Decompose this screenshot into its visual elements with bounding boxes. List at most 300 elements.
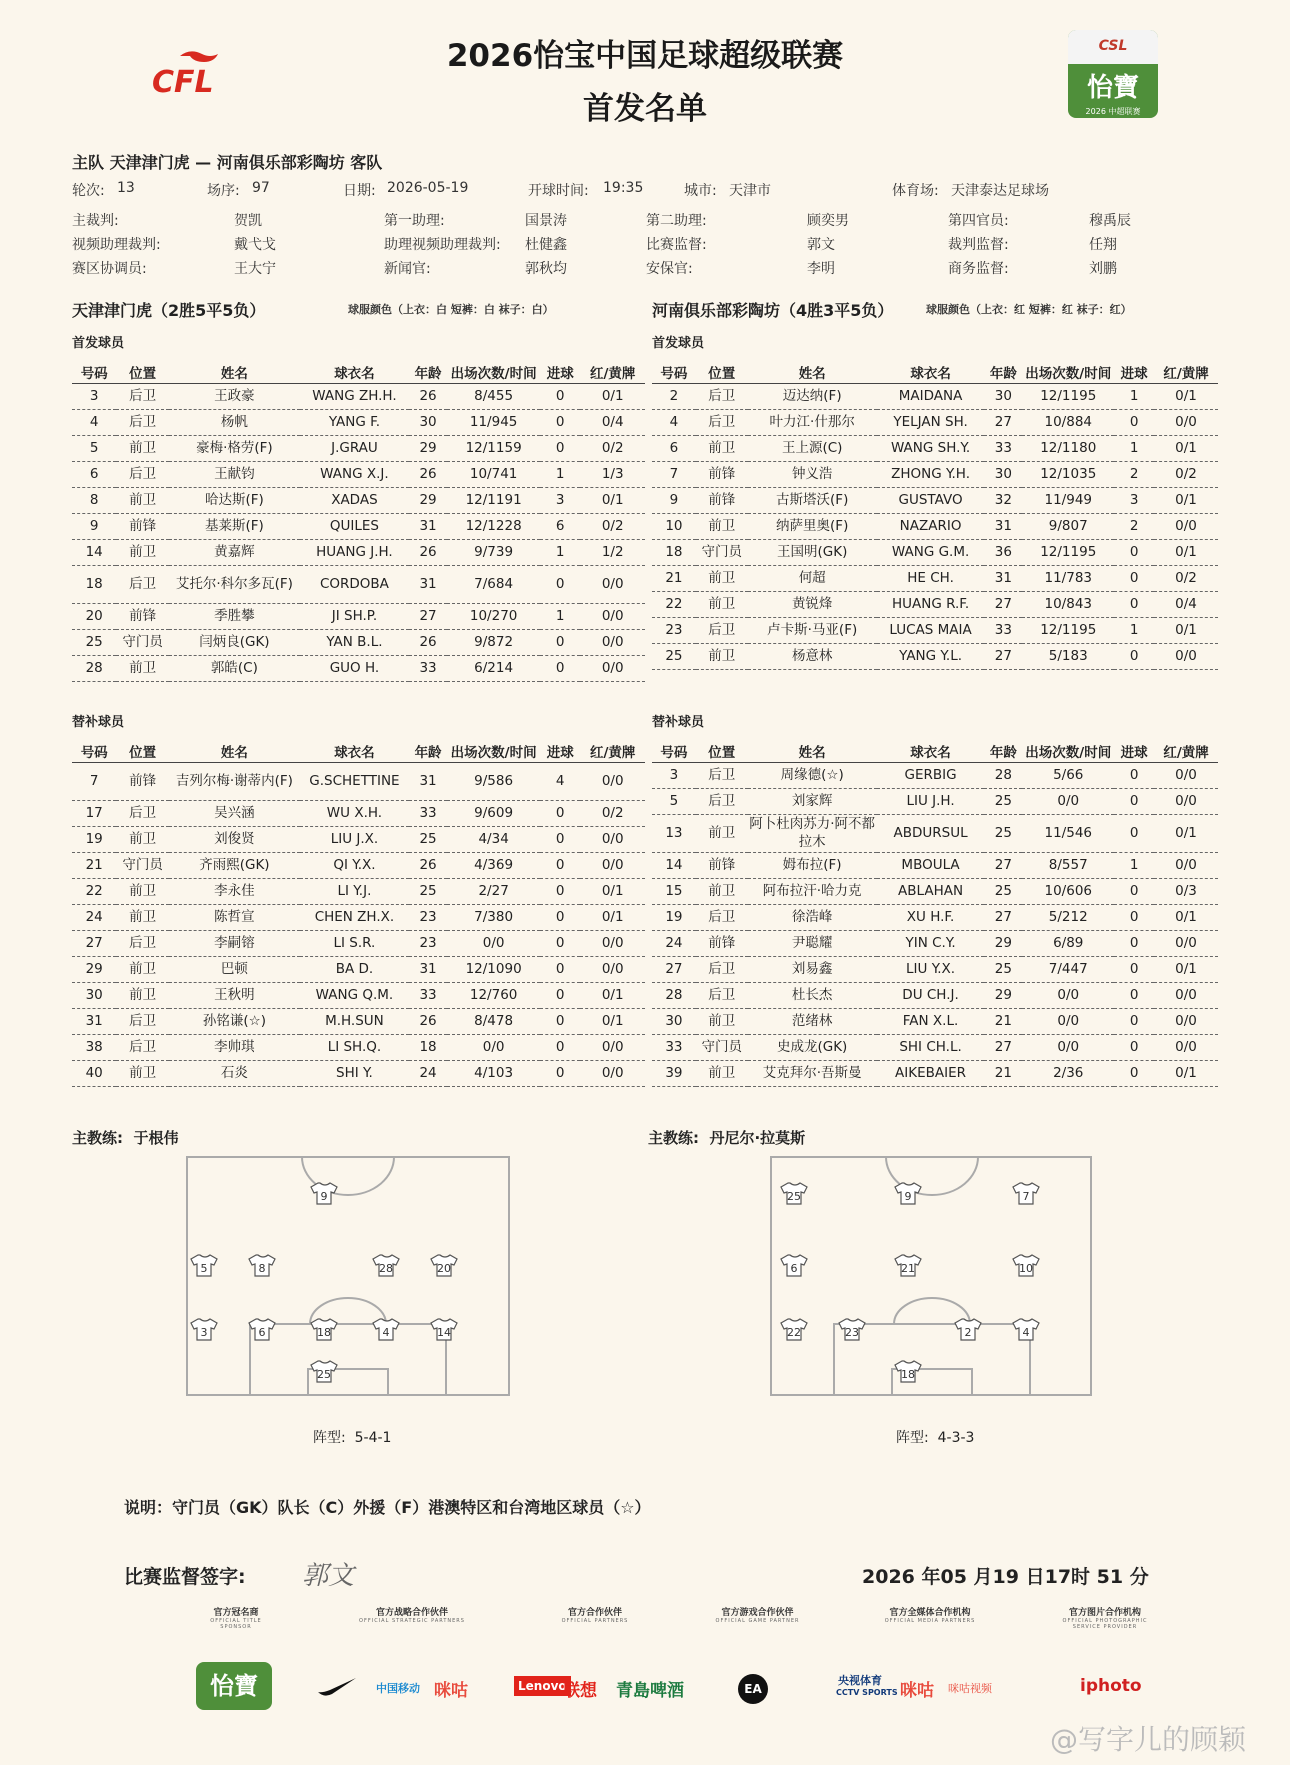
table-cell: 5/66 — [1022, 762, 1114, 788]
table-cell: 21 — [984, 1008, 1022, 1034]
table-cell: 9/739 — [447, 539, 540, 565]
china-mobile-logo: 中国移动 — [376, 1682, 420, 1695]
table-cell: G.SCHETTINE — [300, 762, 409, 800]
table-cell: 杨意林 — [748, 643, 877, 669]
table-cell: 0/0 — [580, 956, 645, 982]
column-header: 年龄 — [984, 361, 1022, 383]
shirt-number: 22 — [787, 1326, 801, 1339]
table-cell: 11/783 — [1022, 565, 1114, 591]
table-row — [72, 655, 645, 681]
table-cell: 王献钧 — [169, 461, 300, 487]
table-cell: 25 — [984, 814, 1022, 852]
table-cell: 0/1 — [580, 1008, 645, 1034]
table-cell: 陈哲宣 — [169, 904, 300, 930]
table-cell: 后卫 — [116, 461, 168, 487]
table-cell: 12/1090 — [447, 956, 540, 982]
away-coach: 主教练: 丹尼尔·拉莫斯 — [648, 1129, 806, 1147]
table-cell: 25 — [984, 956, 1022, 982]
table-cell: 27 — [984, 1034, 1022, 1060]
league-title: 2026怡宝中国足球超级联赛 — [446, 38, 844, 74]
table-cell: 26 — [409, 461, 447, 487]
table-cell: 姆布拉(F) — [748, 852, 877, 878]
table-cell: 后卫 — [696, 788, 748, 814]
table-cell: HUANG R.F. — [877, 591, 985, 617]
column-header: 红/黄牌 — [1154, 740, 1218, 762]
table-cell: 0/0 — [447, 930, 540, 956]
table-cell: 10/843 — [1022, 591, 1114, 617]
table-cell: 9/609 — [447, 800, 540, 826]
ea-logo: EA — [738, 1674, 768, 1704]
table-cell: 3 — [72, 383, 116, 409]
table-cell: 0/0 — [1154, 982, 1218, 1008]
table-cell: 前锋 — [696, 487, 748, 513]
table-cell: YAN B.L. — [300, 629, 409, 655]
table-cell: YANG F. — [300, 409, 409, 435]
shirt-number: 28 — [379, 1262, 393, 1275]
column-header: 姓名 — [748, 361, 877, 383]
table-cell: 0/0 — [1154, 930, 1218, 956]
table-cell: 12/1191 — [447, 487, 540, 513]
table-cell: 26 — [409, 1008, 447, 1034]
table-cell: 0 — [1114, 1034, 1154, 1060]
table-cell: 0/0 — [1154, 762, 1218, 788]
table-cell: 0/0 — [1154, 1034, 1218, 1060]
migu-video-tag: 咪咕视频 — [948, 1682, 992, 1695]
table-cell: 36 — [984, 539, 1022, 565]
table-cell: 38 — [72, 1034, 116, 1060]
column-header: 姓名 — [748, 740, 877, 762]
table-cell: 11/949 — [1022, 487, 1114, 513]
table-cell: 5 — [652, 788, 696, 814]
table-cell: 2/27 — [447, 878, 540, 904]
table-cell: 李永佳 — [169, 878, 300, 904]
table-cell: 12/1195 — [1022, 539, 1114, 565]
table-header-row — [72, 361, 645, 383]
table-row — [72, 904, 645, 930]
table-cell: 后卫 — [696, 383, 748, 409]
table-cell: LI S.R. — [300, 930, 409, 956]
table-cell: 艾克拜尔·吾斯曼 — [748, 1060, 877, 1086]
column-header: 进球 — [540, 361, 580, 383]
table-cell: 19 — [652, 904, 696, 930]
table-cell: 季胜攀 — [169, 603, 300, 629]
nike-icon — [316, 1676, 358, 1698]
table-cell: LUCAS MAIA — [877, 617, 985, 643]
table-cell: 27 — [984, 904, 1022, 930]
shirt-number: 5 — [200, 1262, 208, 1275]
table-cell: 前卫 — [116, 982, 168, 1008]
cctv-sports-logo-cn: 央视体育 — [838, 1674, 882, 1687]
table-cell: GUSTAVO — [877, 487, 985, 513]
table-cell: 0 — [540, 982, 580, 1008]
table-row — [72, 383, 645, 409]
table-cell: 30 — [984, 461, 1022, 487]
table-cell: 12/1228 — [447, 513, 540, 539]
table-cell: 石炎 — [169, 1060, 300, 1086]
table-cell: 叶力江·什那尔 — [748, 409, 877, 435]
table-cell: 30 — [72, 982, 116, 1008]
table-row — [72, 762, 645, 800]
table-cell: 5/183 — [1022, 643, 1114, 669]
table-cell: 0/2 — [580, 513, 645, 539]
table-cell: 13 — [652, 814, 696, 852]
table-cell: 0 — [540, 409, 580, 435]
away-starters-table — [652, 361, 1218, 670]
table-cell: WANG X.J. — [300, 461, 409, 487]
shirt-icon — [431, 1319, 457, 1340]
table-cell: JI SH.P. — [300, 603, 409, 629]
table-cell: ZHONG Y.H. — [877, 461, 985, 487]
shirt-icon — [249, 1319, 275, 1340]
table-cell: 0 — [1114, 956, 1154, 982]
table-row — [652, 878, 1218, 904]
away-formation-pitch — [770, 1156, 1092, 1396]
table-cell: 前卫 — [116, 956, 168, 982]
signature: 郭文 — [302, 1561, 355, 1591]
table-cell: 0 — [1114, 904, 1154, 930]
table-header-row — [72, 740, 645, 762]
table-cell: 3 — [1114, 487, 1154, 513]
table-row — [652, 904, 1218, 930]
table-cell: 11/945 — [447, 409, 540, 435]
table-row — [72, 565, 645, 603]
table-row — [72, 1034, 645, 1060]
table-cell: 26 — [409, 539, 447, 565]
table-cell: 0 — [540, 383, 580, 409]
table-cell: XU H.F. — [877, 904, 985, 930]
table-header-row — [652, 740, 1218, 762]
table-cell: 12/1195 — [1022, 617, 1114, 643]
table-cell: YANG Y.L. — [877, 643, 985, 669]
table-cell: 7 — [652, 461, 696, 487]
table-cell: LIU J.H. — [877, 788, 985, 814]
table-cell: WANG G.M. — [877, 539, 985, 565]
table-cell: 5/212 — [1022, 904, 1114, 930]
table-cell: 0/2 — [580, 435, 645, 461]
table-cell: 31 — [984, 565, 1022, 591]
table-cell: 10/884 — [1022, 409, 1114, 435]
table-cell: 1 — [540, 603, 580, 629]
table-cell: 0/1 — [580, 982, 645, 1008]
table-row — [652, 409, 1218, 435]
table-cell: 古斯塔沃(F) — [748, 487, 877, 513]
table-cell: AIKEBAIER — [877, 1060, 985, 1086]
table-cell: 15 — [652, 878, 696, 904]
shirt-number: 6 — [790, 1262, 798, 1275]
shirt-number: 4 — [1022, 1326, 1030, 1339]
table-cell: 0 — [540, 1008, 580, 1034]
table-cell: 0 — [540, 435, 580, 461]
column-header: 红/黄牌 — [580, 361, 645, 383]
table-cell: 25 — [409, 826, 447, 852]
shirt-number: 9 — [904, 1190, 912, 1203]
table-cell: 9/872 — [447, 629, 540, 655]
table-cell: 范绪林 — [748, 1008, 877, 1034]
table-cell: YIN C.Y. — [877, 930, 985, 956]
table-cell: 31 — [409, 513, 447, 539]
table-cell: 23 — [652, 617, 696, 643]
table-cell: 2 — [1114, 513, 1154, 539]
table-cell: 0 — [540, 565, 580, 603]
table-cell: 前卫 — [696, 565, 748, 591]
table-row — [72, 461, 645, 487]
column-header: 位置 — [696, 361, 748, 383]
column-header: 年龄 — [409, 740, 447, 762]
table-cell: 32 — [984, 487, 1022, 513]
shirt-icon — [781, 1255, 807, 1276]
table-cell: 李帅琪 — [169, 1034, 300, 1060]
column-header: 红/黄牌 — [1154, 361, 1218, 383]
table-cell: CHEN ZH.X. — [300, 904, 409, 930]
table-cell: 王秋明 — [169, 982, 300, 1008]
table-cell: 0 — [540, 655, 580, 681]
table-cell: 0/2 — [580, 800, 645, 826]
table-cell: 0/3 — [1154, 878, 1218, 904]
table-row — [652, 852, 1218, 878]
home-subs-table — [72, 740, 645, 1087]
table-cell: SHI CH.L. — [877, 1034, 985, 1060]
column-header: 球衣名 — [877, 740, 985, 762]
table-cell: 28 — [72, 655, 116, 681]
column-header: 进球 — [1114, 740, 1154, 762]
table-cell: 刘家辉 — [748, 788, 877, 814]
table-cell: 31 — [409, 956, 447, 982]
table-cell: 9 — [72, 513, 116, 539]
table-cell: 周缘德(☆) — [748, 762, 877, 788]
column-header: 进球 — [1114, 361, 1154, 383]
table-cell: 0 — [540, 878, 580, 904]
table-cell: 前卫 — [116, 1060, 168, 1086]
table-cell: 1 — [1114, 617, 1154, 643]
away-formation: 阵型: 4-3-3 — [896, 1430, 975, 1446]
table-cell: WANG Q.M. — [300, 982, 409, 1008]
table-cell: LI Y.J. — [300, 878, 409, 904]
shirt-number: 14 — [437, 1326, 451, 1339]
table-cell: 刘易鑫 — [748, 956, 877, 982]
table-cell: 徐浩峰 — [748, 904, 877, 930]
table-cell: 27 — [72, 930, 116, 956]
table-cell: 1 — [1114, 383, 1154, 409]
table-cell: 0 — [1114, 539, 1154, 565]
shirt-icon — [1013, 1255, 1039, 1276]
table-cell: 12/1180 — [1022, 435, 1114, 461]
table-cell: 0 — [540, 956, 580, 982]
table-row — [652, 487, 1218, 513]
table-cell: 26 — [409, 852, 447, 878]
table-cell: 7 — [72, 762, 116, 800]
table-cell: 前卫 — [116, 826, 168, 852]
table-cell: 0 — [540, 826, 580, 852]
shirt-icon — [373, 1255, 399, 1276]
table-cell: 2/36 — [1022, 1060, 1114, 1086]
table-cell: 0/0 — [1022, 1034, 1114, 1060]
table-cell: 11/546 — [1022, 814, 1114, 852]
table-cell: 22 — [652, 591, 696, 617]
table-cell: 0/0 — [580, 930, 645, 956]
table-cell: 前卫 — [696, 1060, 748, 1086]
table-cell: 黄嘉辉 — [169, 539, 300, 565]
shirt-icon — [895, 1255, 921, 1276]
shirt-icon — [431, 1255, 457, 1276]
column-header: 球衣名 — [300, 740, 409, 762]
table-cell: 0 — [1114, 643, 1154, 669]
table-cell: 0/0 — [580, 565, 645, 603]
shirt-icon — [249, 1255, 275, 1276]
table-cell: 0 — [540, 800, 580, 826]
shirt-icon — [895, 1361, 921, 1382]
table-cell: 前卫 — [116, 655, 168, 681]
column-header: 出场次数/时间 — [447, 740, 540, 762]
table-row — [72, 435, 645, 461]
table-row — [652, 461, 1218, 487]
table-cell: 0 — [1114, 591, 1154, 617]
table-cell: 尹聪耀 — [748, 930, 877, 956]
column-header: 姓名 — [169, 740, 300, 762]
table-cell: 30 — [984, 383, 1022, 409]
table-cell: 10/741 — [447, 461, 540, 487]
table-cell: 后卫 — [116, 1008, 168, 1034]
table-cell: 27 — [652, 956, 696, 982]
table-cell: 4 — [652, 409, 696, 435]
table-cell: 27 — [984, 643, 1022, 669]
table-cell: 王国明(GK) — [748, 539, 877, 565]
table-cell: 前锋 — [696, 852, 748, 878]
shirt-icon — [373, 1319, 399, 1340]
table-cell: 7/380 — [447, 904, 540, 930]
home-subs-label: 替补球员 — [72, 715, 125, 730]
home-starters-table — [72, 361, 645, 682]
table-row — [72, 1060, 645, 1086]
away-kit: 球服颜色（上衣：红 短裤：红 袜子：红） — [926, 303, 1132, 316]
table-cell: 0/0 — [1022, 982, 1114, 1008]
table-row — [652, 643, 1218, 669]
table-cell: 0 — [540, 1060, 580, 1086]
away-subs-table — [652, 740, 1218, 1087]
table-cell: 郭皓(C) — [169, 655, 300, 681]
table-row — [652, 435, 1218, 461]
table-cell: LIU J.X. — [300, 826, 409, 852]
table-cell: 31 — [72, 1008, 116, 1034]
table-cell: 0 — [1114, 762, 1154, 788]
table-cell: 0 — [1114, 982, 1154, 1008]
table-cell: 31 — [409, 565, 447, 603]
table-cell: 27 — [984, 852, 1022, 878]
table-cell: 0/1 — [1154, 435, 1218, 461]
table-cell: XADAS — [300, 487, 409, 513]
table-cell: 0/0 — [1154, 852, 1218, 878]
column-header: 位置 — [116, 740, 168, 762]
table-cell: 纳萨里奥(F) — [748, 513, 877, 539]
table-cell: 33 — [984, 617, 1022, 643]
home-team-name: 天津津门虎（2胜5平5负） — [72, 301, 266, 320]
shirt-icon — [1013, 1183, 1039, 1204]
table-cell: 0/0 — [580, 852, 645, 878]
home-formation: 阵型: 5-4-1 — [313, 1430, 392, 1446]
table-row — [652, 1034, 1218, 1060]
table-row — [652, 788, 1218, 814]
shirt-number: 23 — [845, 1326, 859, 1339]
table-cell: 21 — [72, 852, 116, 878]
column-header: 球衣名 — [300, 361, 409, 383]
table-cell: QUILES — [300, 513, 409, 539]
table-cell: 24 — [652, 930, 696, 956]
table-cell: 0/0 — [580, 762, 645, 800]
table-cell: 30 — [409, 409, 447, 435]
shirt-number: 6 — [258, 1326, 266, 1339]
table-cell: 哈达斯(F) — [169, 487, 300, 513]
home-starters-label: 首发球员 — [72, 336, 125, 351]
table-cell: 吴兴涵 — [169, 800, 300, 826]
table-cell: 0/1 — [1154, 904, 1218, 930]
table-cell: 26 — [409, 629, 447, 655]
away-starters-label: 首发球员 — [652, 336, 705, 351]
table-cell: 4/34 — [447, 826, 540, 852]
iphoto-logo: iphoto — [1080, 1676, 1142, 1696]
shirt-number: 25 — [317, 1368, 331, 1381]
table-cell: WU X.H. — [300, 800, 409, 826]
table-cell: 后卫 — [696, 982, 748, 1008]
table-row — [72, 982, 645, 1008]
table-cell: 吉列尔梅·谢蒂内(F) — [169, 762, 300, 800]
table-cell: 1 — [1114, 852, 1154, 878]
table-cell: 27 — [984, 591, 1022, 617]
table-cell: 8/557 — [1022, 852, 1114, 878]
table-cell: 卢卡斯·马亚(F) — [748, 617, 877, 643]
table-cell: 迈达纳(F) — [748, 383, 877, 409]
table-cell: 0/1 — [1154, 617, 1218, 643]
table-row — [652, 565, 1218, 591]
table-cell: 0 — [1114, 930, 1154, 956]
table-cell: 王政豪 — [169, 383, 300, 409]
shirt-number: 25 — [787, 1190, 801, 1203]
table-cell: 0/0 — [1022, 1008, 1114, 1034]
table-cell: 27 — [409, 603, 447, 629]
table-cell: 31 — [409, 762, 447, 800]
shirt-icon — [781, 1319, 807, 1340]
table-cell: FAN X.L. — [877, 1008, 985, 1034]
table-cell: 18 — [72, 565, 116, 603]
table-cell: 基莱斯(F) — [169, 513, 300, 539]
match-title: 主队 天津津门虎 — 河南俱乐部彩陶坊 客队 — [72, 153, 383, 172]
table-cell: 阿卜杜肉苏力·阿不都拉木 — [749, 816, 876, 850]
shirt-number: 4 — [382, 1326, 390, 1339]
column-header: 号码 — [652, 361, 696, 383]
table-row — [72, 878, 645, 904]
table-cell: WANG SH.Y. — [877, 435, 985, 461]
table-row — [652, 930, 1218, 956]
column-header: 红/黄牌 — [580, 740, 645, 762]
table-cell: 3 — [652, 762, 696, 788]
shirt-number: 10 — [1019, 1262, 1033, 1275]
table-cell: 前卫 — [696, 814, 748, 852]
table-cell: 0/0 — [1154, 788, 1218, 814]
table-cell: 31 — [984, 513, 1022, 539]
cbest-logo: 怡寶 — [196, 1662, 272, 1710]
shirt-number: 7 — [1022, 1190, 1030, 1203]
table-row — [72, 800, 645, 826]
migu-video-logo: 咪咕 — [900, 1681, 934, 1701]
table-row — [72, 487, 645, 513]
table-cell: 前卫 — [116, 904, 168, 930]
shirt-number: 20 — [437, 1262, 451, 1275]
table-cell: 4/103 — [447, 1060, 540, 1086]
column-header: 年龄 — [409, 361, 447, 383]
table-cell: 1/3 — [580, 461, 645, 487]
table-cell: 29 — [72, 956, 116, 982]
table-cell: 0/1 — [1154, 814, 1218, 852]
cctv-sports-logo-en: CCTV SPORTS — [836, 1688, 898, 1697]
home-coach: 主教练: 于根伟 — [72, 1129, 179, 1147]
